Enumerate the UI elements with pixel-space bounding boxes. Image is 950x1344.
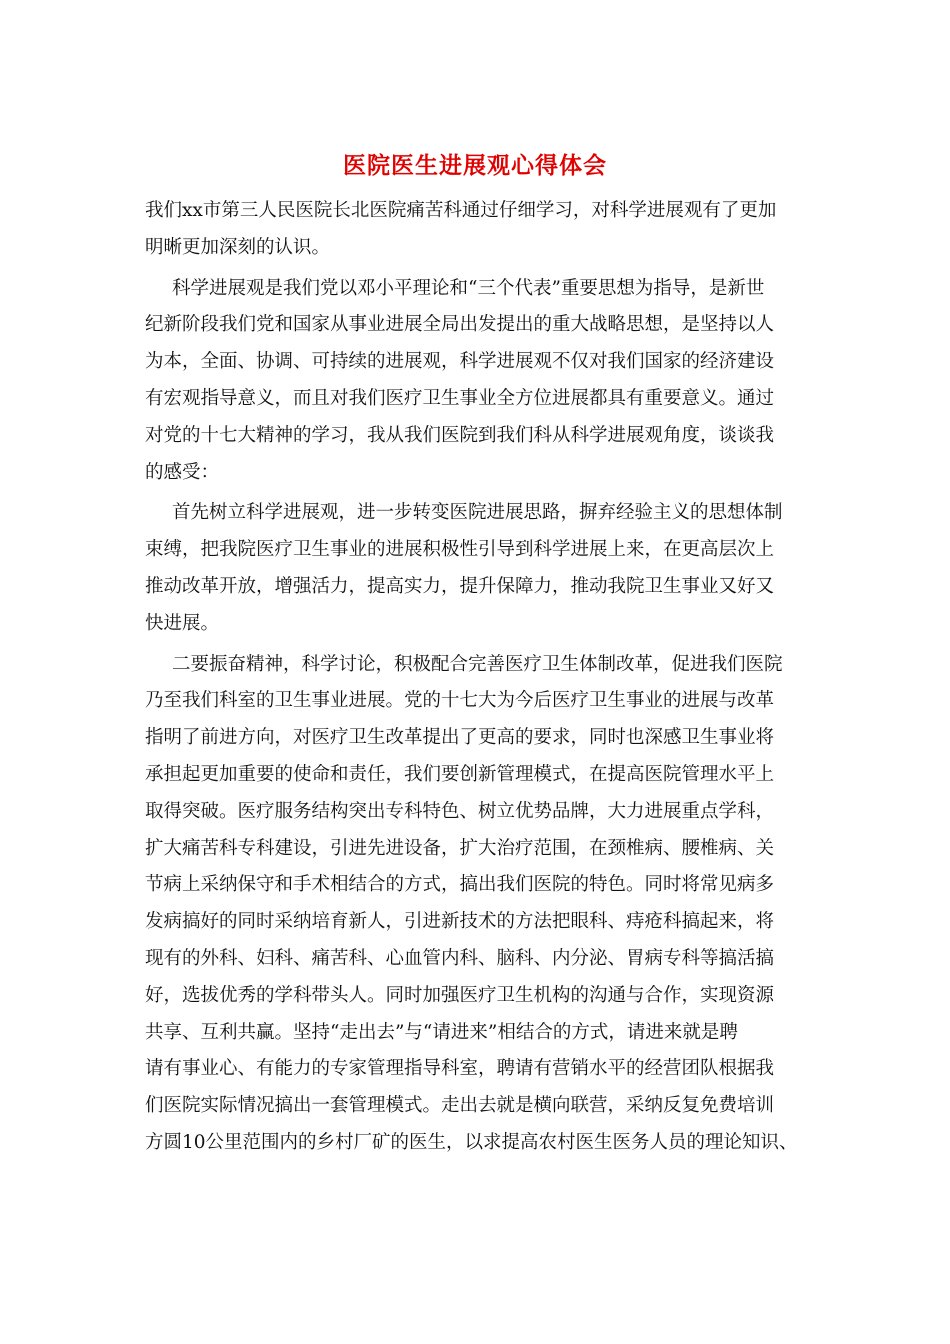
text-line: 发病搞好的同时采纳培育新人，引进新技术的方法把眼科、痔疮科搞起来，将: [145, 911, 775, 933]
text-line: 请有事业心、有能力的专家管理指导科室，聘请有营销水平的经营团队根据我: [145, 1058, 775, 1080]
text-line: 节病上采纳保守和手术相结合的方式，搞出我们医院的特色。同时将常见病多: [145, 874, 775, 896]
text-line: 指明了前进方向，对医疗卫生改革提出了更高的要求，同时也深感卫生事业将: [145, 727, 775, 749]
text-line: 方圆10公里范围内的乡村厂矿的医生，以求提高农村医生医务人员的理论知识、: [145, 1131, 798, 1153]
text-line: 对党的十七大精神的学习，我从我们医院到我们科从科学进展观角度，谈谈我: [145, 424, 775, 446]
text-line: 现有的外科、妇科、痛苦科、心血管内科、脑科、内分泌、胃病专科等搞活搞: [145, 947, 775, 969]
text-line: 有宏观指导意义，而且对我们医疗卫生事业全方位进展都具有重要意义。通过: [145, 387, 775, 409]
text-line: 首先树立科学进展观，进一步转变医院进展思路，摒弃经验主义的思想体制: [172, 502, 783, 524]
text-line: 快进展。: [145, 612, 220, 634]
text-line: 明晰更加深刻的认识。: [145, 236, 331, 258]
paragraph: [145, 647, 813, 1162]
text-line: 好，选拔优秀的学科带头人。同时加强医疗卫生机构的沟通与合作，实现资源: [145, 984, 775, 1006]
text-line: 扩大痛苦科专科建设，引进先进设备，扩大治疗范围，在颈椎病、腰椎病、关: [145, 837, 775, 859]
document-title: 医院医生进展观心得体会: [343, 152, 607, 179]
text-line: 共享、互利共赢。坚持“走出去”与“请进来”相结合的方式，请进来就是聘: [145, 1021, 738, 1043]
text-line: 取得突破。医疗服务结构突出专科特色、树立优势品牌，大力进展重点学科，: [145, 800, 775, 822]
paragraph: [145, 495, 813, 642]
document-body: [145, 193, 813, 1162]
text-line: 推动改革开放，增强活力，提高实力，提升保障力，推动我院卫生事业又好又: [145, 575, 775, 597]
text-line: 纪新阶段我们党和国家从事业进展全局出发提出的重大战略思想，是坚持以人: [145, 314, 775, 336]
paragraph: [145, 193, 813, 267]
text-line: 我们xx市第三人民医院长北医院痛苦科通过仔细学习，对科学进展观有了更加: [145, 200, 777, 221]
text-line: 承担起更加重要的使命和责任，我们要创新管理模式，在提高医院管理水平上: [145, 763, 775, 785]
text-line: 束缚，把我院医疗卫生事业的进展积极性引导到科学进展上来，在更高层次上: [145, 539, 775, 561]
text-line: 为本，全面、协调、可持续的进展观，科学进展观不仅对我们国家的经济建设: [145, 351, 775, 373]
text-line: 们医院实际情况搞出一套管理模式。走出去就是横向联营，采纳反复免费培训: [145, 1095, 775, 1117]
text-line: 科学进展观是我们党以邓小平理论和“三个代表”重要思想为指导，是新世: [172, 277, 765, 299]
text-line: 二要振奋精神，科学讨论，积极配合完善医疗卫生体制改革，促进我们医院: [172, 653, 783, 675]
text-line: 的感受：: [145, 461, 220, 483]
paragraph: [145, 271, 813, 492]
text-line: 乃至我们科室的卫生事业进展。党的十七大为今后医疗卫生事业的进展与改革: [145, 690, 775, 712]
